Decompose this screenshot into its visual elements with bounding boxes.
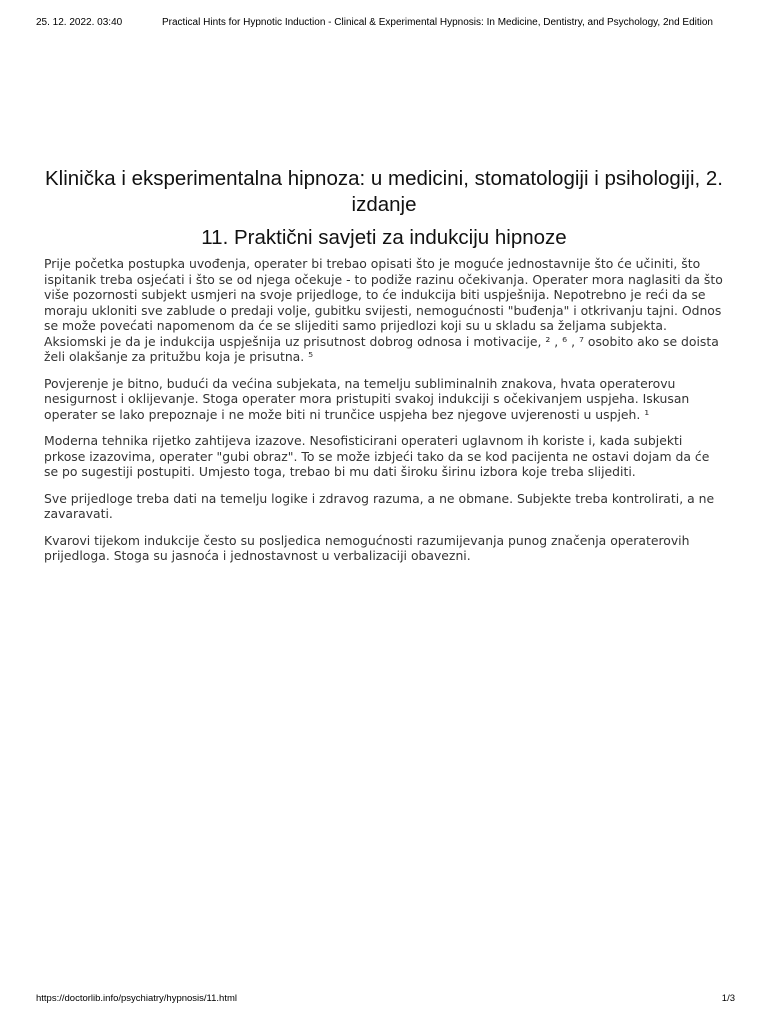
paragraph: Kvarovi tijekom indukcije često su posljedica nemogućnosti razumijevanja punog značenja operaterovih prijedloga. Stoga su jasnoća i jednostavnost u verbalizaciji obavezni. — [44, 532, 690, 563]
print-document-title: Practical Hints for Hypnotic Induction - Clinical & Experimental Hypnosis: In Medicine, Dentistry, and Psychology, 2nd Edition — [162, 17, 713, 28]
paragraph: Povjerenje je bitno, budući da većina subjekata, na temelju subliminalnih znakova, hvata operaterovu nesigurnost i oklijevanje. Stoga operater mora pristupiti svakoj indukciji s očekivanjem uspjeha. Iskusan operater se lako prepoznaje i ne može biti ni trunčice uspjeha bez njegove uvjerenosti u uspjeh. ¹ — [44, 375, 690, 422]
article-body — [44, 256, 724, 575]
book-title: Klinička i eksperimentalna hipnoza: u medicini, stomatologiji i psihologiji, 2. izdanje — [45, 167, 723, 216]
paragraph: Sve prijedloge treba dati na temelju logike i zdravog razuma, a ne obmane. Subjekte treba kontrolirati, a ne zavaravati. — [44, 490, 715, 521]
chapter-title: 11. Praktični savjeti za indukciju hipnoze — [201, 226, 567, 249]
paragraph: Moderna tehnika rijetko zahtijeva izazove. Nesofisticirani operateri uglavnom ih koriste i, kada subjekti prkose izazovima, operater "gubi obraz". To se može izbjeći tako da se kod pacijenta ne ostavi dojam da će se po sugestiji postupiti. Umjesto toga, trebao bi mu dati široku širinu izbora koje treba slijediti. — [44, 433, 710, 479]
print-date: 25. 12. 2022. 03:40 — [36, 17, 123, 28]
page-number: 1/3 — [721, 993, 735, 1004]
print-url: https://doctorlib.info/psychiatry/hypnosis/11.html — [36, 993, 238, 1004]
paragraph: Prije početka postupka uvođenja, operater bi trebao opisati što je moguće jednostavnije što će učiniti, što ispitanik treba osjećati i što se od njega očekuje - to podiže razinu očekivanja. Operater mora naglasiti da što više pozornosti subjekt usmjeri na svoje prijedloge, to će indukcija biti uspješnija. Nepotrebno je reći da se moraju ukloniti sve zablude o predaji volje, gubitku svijesti, nemogućnosti "buđenja" i otkrivanju tajni. Odnos se može povećati napomenom da će se slijediti samo prijedlozi koji su u skladu sa željama subjekta. Aksiomski je da je indukcija uspješnija uz prisutnost dobrog odnosa i motivacije, ² , ⁶ , ⁷ osobito ako se doista želi olakšanje za pritužbu koja je prisutna. ⁵ — [44, 256, 723, 364]
